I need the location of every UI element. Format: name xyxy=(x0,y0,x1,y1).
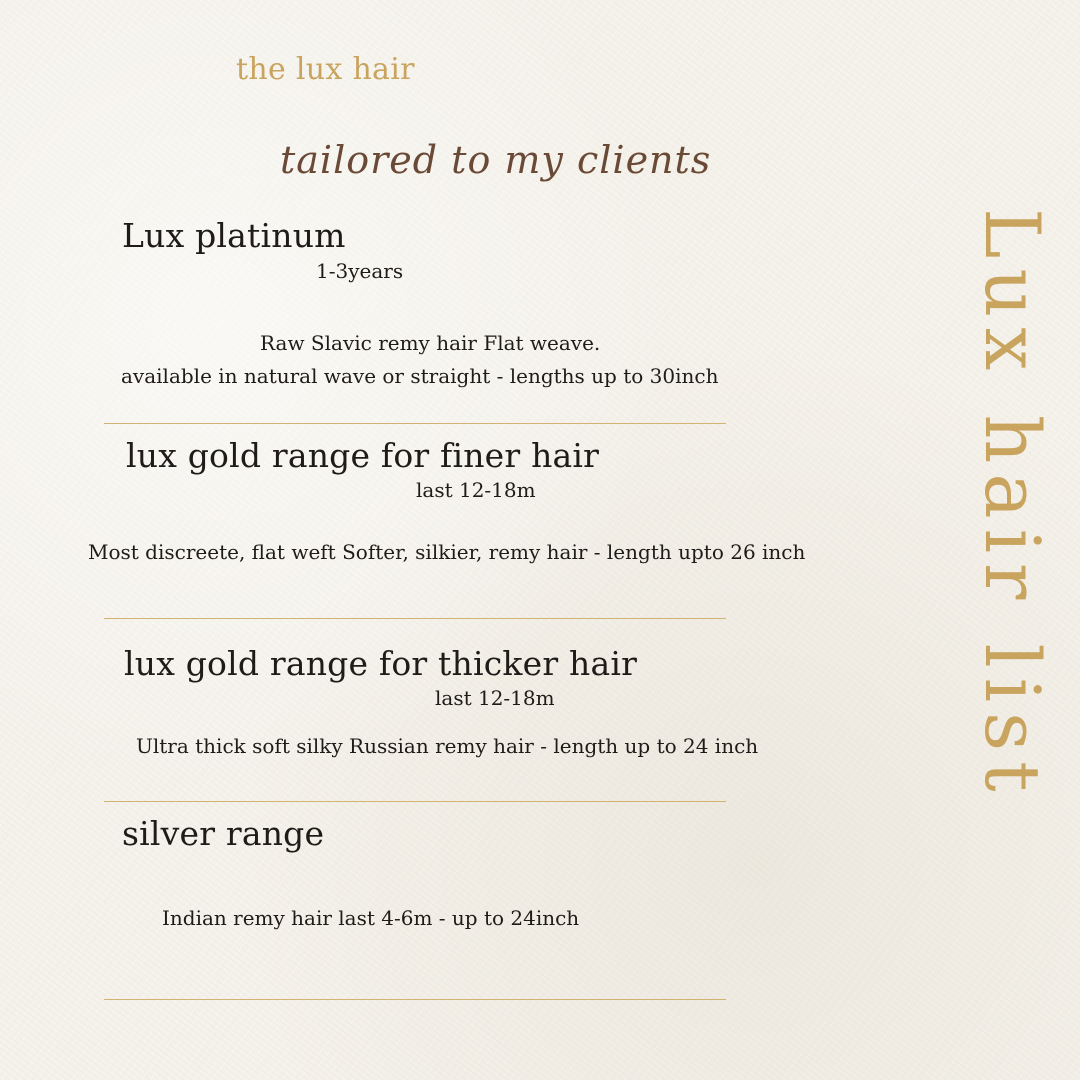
section-heading-lux-gold-finer: lux gold range for finer hair xyxy=(126,436,600,475)
section-duration-lux-gold-thicker: last 12-18m xyxy=(435,686,555,710)
section-description-line: Ultra thick soft silky Russian remy hair - length up to 24 inch xyxy=(136,734,759,758)
section-description-line: Indian remy hair last 4-6m - up to 24inch xyxy=(162,906,580,930)
section-description-line: available in natural wave or straight - lengths up to 30inch xyxy=(121,364,719,388)
section-description-line: Raw Slavic remy hair Flat weave. xyxy=(260,331,601,355)
section-heading-silver-range: silver range xyxy=(122,814,325,853)
section-heading-lux-platinum: Lux platinum xyxy=(122,216,346,255)
section-description-line: Most discreete, flat weft Softer, silkier, remy hair - length upto 26 inch xyxy=(88,540,806,564)
section-duration-lux-platinum: 1-3years xyxy=(316,259,404,283)
section-divider xyxy=(104,618,726,619)
section-heading-lux-gold-thicker: lux gold range for thicker hair xyxy=(124,644,638,683)
section-divider xyxy=(104,999,726,1000)
section-duration-lux-gold-finer: last 12-18m xyxy=(416,478,536,502)
section-divider xyxy=(104,801,726,802)
section-divider xyxy=(104,423,726,424)
tagline: tailored to my clients xyxy=(280,138,712,182)
brand-name: the lux hair xyxy=(236,52,415,87)
vertical-title: Lux hair list xyxy=(968,208,1057,802)
